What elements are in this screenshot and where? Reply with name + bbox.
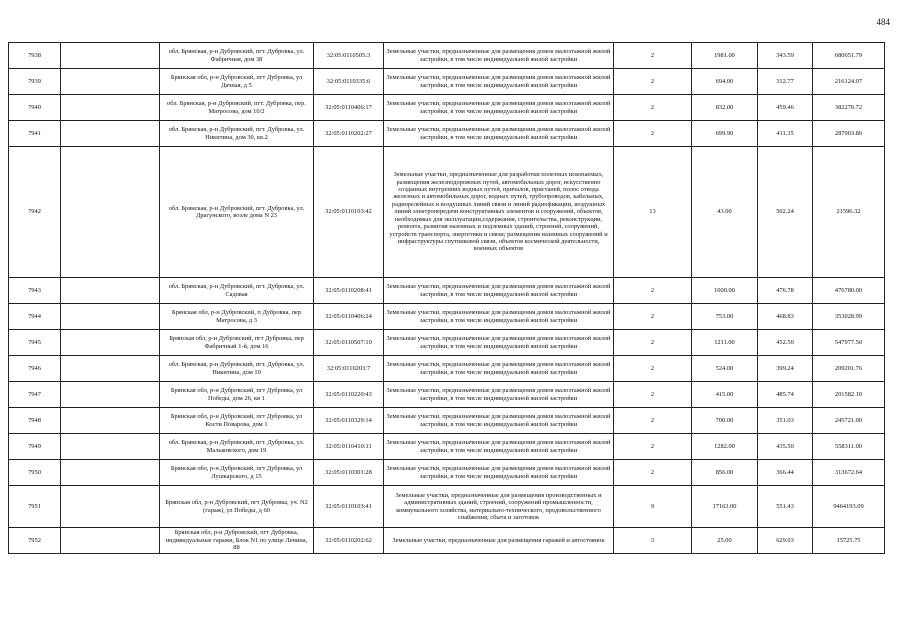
blank-cell: [61, 95, 160, 121]
table-row: [9, 304, 885, 330]
blank-cell: [61, 382, 160, 408]
cadastral-number-cell: 32:05:0110220:43: [314, 382, 384, 408]
row-number-cell: 7942: [9, 147, 61, 278]
area-cell: 699.90: [692, 121, 758, 147]
land-use-cell: Земельные участки, предназначенные для размещения домов малоэтажной жилой застройки, в том числе индивидуальной жилой застройки: [384, 69, 614, 95]
blank-cell: [61, 304, 160, 330]
rate-cell: 502.24: [758, 147, 813, 278]
use-code-cell: 2: [614, 434, 692, 460]
cadastral-number-cell: 32:05:0110103:42: [314, 147, 384, 278]
cadastral-value-cell: 476780.00: [813, 278, 885, 304]
address-cell: обл. Брянская, р-н Дубровский, пгт. Дубровка, ул. Садовая: [160, 278, 314, 304]
row-number-cell: 7951: [9, 486, 61, 528]
land-use-cell: Земельные участки, предназначенные для разработки полезных ископаемых, размещения железнодорожных путей, автомобильных дорог, искусственно созданных внутренних водных путей, причалов, пристаней, полос отвода железных и автомобильных дорог, водных путей, трубопроводов, кабельных, радиорелейных и воздушных линий связи и линий радиофикации, воздушных линий электропередачи конструктивных элементов и сооружений, объектов, необходимых для эксплуатации,содержания, строительства, реконструкции, ремонта, развития наземных и подземных зданий, строений, сооружений, устройств транспорта, энергетики и связи; размещения наземных сооружений и инфраструктуры спутниковой связи, объектов космической деятельности, военных объектов: [384, 147, 614, 278]
table-body: [9, 43, 885, 554]
address-cell: Брянская обл, р-н Дубровский, пгт Дубровка, ул Лушкарского, д 15: [160, 460, 314, 486]
address-cell: обл. Брянская, р-н Дубровский, пгт. Дубровка, ул. Мальковского, дом 19: [160, 434, 314, 460]
table-row: [9, 356, 885, 382]
cadastral-number-cell: 32:05:0110329:14: [314, 408, 384, 434]
use-code-cell: 2: [614, 356, 692, 382]
land-use-cell: Земельные участки, предназначенные для размещения домов малоэтажной жилой застройки, в том числе индивидуальной жилой застройки: [384, 408, 614, 434]
rate-cell: 459.46: [758, 95, 813, 121]
rate-cell: 435.50: [758, 434, 813, 460]
use-code-cell: 2: [614, 95, 692, 121]
address-cell: обл. Брянская, р-н Дубровский, пгт. Дубровка, ул. Драгунского, возле дома N 23: [160, 147, 314, 278]
address-cell: Брянская обл, р-н Дубровский, пгт Дубровка, пер Фабричный 1-й, дом 16: [160, 330, 314, 356]
use-code-cell: 2: [614, 69, 692, 95]
area-cell: 700.00: [692, 408, 758, 434]
cadastral-value-cell: 287903.86: [813, 121, 885, 147]
use-code-cell: 2: [614, 408, 692, 434]
address-cell: Брянская обл, р-н Дубровский, п Дубровка, пер Матросова, д 3: [160, 304, 314, 330]
land-use-cell: Земельные участки, предназначенные для размещения домов малоэтажной жилой застройки, в том числе индивидуальной жилой застройки: [384, 434, 614, 460]
blank-cell: [61, 330, 160, 356]
land-use-cell: Земельные участки, предназначенные для размещения домов малоэтажной жилой застройки, в том числе индивидуальной жилой застройки: [384, 304, 614, 330]
rate-cell: 452.50: [758, 330, 813, 356]
table-row: [9, 69, 885, 95]
cadastral-number-cell: 32:05:0110507:10: [314, 330, 384, 356]
rate-cell: 399.24: [758, 356, 813, 382]
rate-cell: 411.35: [758, 121, 813, 147]
cadastral-value-cell: 382270.72: [813, 95, 885, 121]
land-use-cell: Земельные участки, предназначенные для размещения домов малоэтажной жилой застройки, в том числе индивидуальной жилой застройки: [384, 43, 614, 69]
blank-cell: [61, 43, 160, 69]
area-cell: 524.00: [692, 356, 758, 382]
blank-cell: [61, 486, 160, 528]
cadastral-number-cell: 32:05:0110406:24: [314, 304, 384, 330]
land-use-cell: Земельные участки, предназначенные для размещения домов малоэтажной жилой застройки, в том числе индивидуальной жилой застройки: [384, 121, 614, 147]
address-cell: Брянская обл, р-н Дубровский, пгт Дубровка, уч. N2 (гараж), ул Победы, д 60: [160, 486, 314, 528]
use-code-cell: 2: [614, 304, 692, 330]
area-cell: 1000.00: [692, 278, 758, 304]
cadastral-value-cell: 558311.00: [813, 434, 885, 460]
land-use-cell: Земельные участки, предназначенные для размещения домов малоэтажной жилой застройки, в том числе индивидуальной жилой застройки: [384, 278, 614, 304]
table-row: [9, 486, 885, 528]
table-row: [9, 330, 885, 356]
table-row: [9, 434, 885, 460]
page-number: 484: [876, 17, 890, 27]
table-row: [9, 121, 885, 147]
cadastral-value-cell: 245721.00: [813, 408, 885, 434]
blank-cell: [61, 460, 160, 486]
land-use-cell: Земельные участки, предназначенные для размещения гаражей и автостоянок: [384, 528, 614, 554]
cadastral-value-cell: 9464193.09: [813, 486, 885, 528]
blank-cell: [61, 408, 160, 434]
use-code-cell: 2: [614, 330, 692, 356]
area-cell: 1981.00: [692, 43, 758, 69]
rate-cell: 629.03: [758, 528, 813, 554]
address-cell: Брянская обл, р-н Дубровский, пгт Дубровка, ул Кости Поварова, дом 1: [160, 408, 314, 434]
table-row: [9, 278, 885, 304]
row-number-cell: 7944: [9, 304, 61, 330]
row-number-cell: 7949: [9, 434, 61, 460]
cadastral-number-cell: 32:05:0110406:17: [314, 95, 384, 121]
blank-cell: [61, 69, 160, 95]
land-use-cell: Земельные участки, предназначенные для размещения производственных и административных зданий, строений, сооружений промышленности, коммунального хозяйства, материально-технического, продовольственного снабжения, сбыта и заготовок: [384, 486, 614, 528]
cadastral-number-cell: 32:05:0110202:27: [314, 121, 384, 147]
cadastral-number-cell: 32:05:0110505:3: [314, 43, 384, 69]
address-cell: Брянская обл, р-н Дубровский, пгт Дубровка, индивидуальные гаражи, Блок N1 по улице Ленина, 88: [160, 528, 314, 554]
cadastral-value-cell: 15725.75: [813, 528, 885, 554]
row-number-cell: 7948: [9, 408, 61, 434]
use-code-cell: 3: [614, 528, 692, 554]
use-code-cell: 2: [614, 382, 692, 408]
use-code-cell: 2: [614, 278, 692, 304]
blank-cell: [61, 147, 160, 278]
row-number-cell: 7947: [9, 382, 61, 408]
area-cell: 17163.00: [692, 486, 758, 528]
table-row: [9, 408, 885, 434]
cadastral-value-cell: 201582.10: [813, 382, 885, 408]
area-cell: 1211.00: [692, 330, 758, 356]
row-number-cell: 7946: [9, 356, 61, 382]
rate-cell: 476.78: [758, 278, 813, 304]
row-number-cell: 7943: [9, 278, 61, 304]
use-code-cell: 2: [614, 43, 692, 69]
rate-cell: 312.77: [758, 69, 813, 95]
blank-cell: [61, 434, 160, 460]
table-row: [9, 95, 885, 121]
cadastral-number-cell: 32:05:0110301:28: [314, 460, 384, 486]
row-number-cell: 7952: [9, 528, 61, 554]
blank-cell: [61, 278, 160, 304]
address-cell: обл. Брянская, р-н Дубровский, пгт. Дубровка, ул. Фабричная, дом 38: [160, 43, 314, 69]
land-use-cell: Земельные участки, предназначенные для размещения домов малоэтажной жилой застройки, в том числе индивидуальной жилой застройки: [384, 382, 614, 408]
cadastral-number-cell: 32:05:0110203:7: [314, 356, 384, 382]
cadastral-number-cell: 32:05:0110208:41: [314, 278, 384, 304]
area-cell: 415.00: [692, 382, 758, 408]
land-use-cell: Земельные участки, предназначенные для размещения домов малоэтажной жилой застройки, в том числе индивидуальной жилой застройки: [384, 460, 614, 486]
rate-cell: 366.44: [758, 460, 813, 486]
rate-cell: 468.83: [758, 304, 813, 330]
cadastral-value-cell: 216124.07: [813, 69, 885, 95]
rate-cell: 343.59: [758, 43, 813, 69]
table-row: [9, 528, 885, 554]
address-cell: обл. Брянская, р-н Дубровский, пгт. Дубровка, ул. Никитина, дом 10: [160, 356, 314, 382]
cadastral-value-cell: 21596.32: [813, 147, 885, 278]
area-cell: 832.00: [692, 95, 758, 121]
land-use-cell: Земельные участки, предназначенные для размещения домов малоэтажной жилой застройки, в том числе индивидуальной жилой застройки: [384, 356, 614, 382]
row-number-cell: 7940: [9, 95, 61, 121]
cadastral-value-cell: 313672.64: [813, 460, 885, 486]
use-code-cell: 9: [614, 486, 692, 528]
blank-cell: [61, 356, 160, 382]
cadastral-number-cell: 32:05:0110103:41: [314, 486, 384, 528]
use-code-cell: 2: [614, 460, 692, 486]
area-cell: 694.00: [692, 69, 758, 95]
cadastral-value-cell: 353028.99: [813, 304, 885, 330]
area-cell: 1282.00: [692, 434, 758, 460]
land-plot-table: [8, 42, 885, 554]
land-use-cell: Земельные участки, предназначенные для размещения домов малоэтажной жилой застройки, в том числе индивидуальной жилой застройки: [384, 95, 614, 121]
area-cell: 856.00: [692, 460, 758, 486]
area-cell: 43.00: [692, 147, 758, 278]
rate-cell: 551.43: [758, 486, 813, 528]
use-code-cell: 13: [614, 147, 692, 278]
rate-cell: 351.03: [758, 408, 813, 434]
cadastral-number-cell: 32:05:0110410:11: [314, 434, 384, 460]
address-cell: Брянская обл, р-н Дубровский, пгт Дубровка, ул Победы, дом 26, кв 1: [160, 382, 314, 408]
row-number-cell: 7950: [9, 460, 61, 486]
row-number-cell: 7939: [9, 69, 61, 95]
table-row: [9, 382, 885, 408]
row-number-cell: 7938: [9, 43, 61, 69]
rate-cell: 485.74: [758, 382, 813, 408]
blank-cell: [61, 121, 160, 147]
table-row: [9, 460, 885, 486]
cadastral-number-cell: 32:05:0110335:6: [314, 69, 384, 95]
use-code-cell: 2: [614, 121, 692, 147]
area-cell: 753.00: [692, 304, 758, 330]
address-cell: обл. Брянская, р-н Дубровский, пгт. Дубровка, пер. Матросова, дом 10/2: [160, 95, 314, 121]
cadastral-value-cell: 209201.76: [813, 356, 885, 382]
cadastral-number-cell: 32:05:0110202:62: [314, 528, 384, 554]
blank-cell: [61, 528, 160, 554]
row-number-cell: 7945: [9, 330, 61, 356]
cadastral-value-cell: 547977.50: [813, 330, 885, 356]
address-cell: Брянская обл, р-н Дубровский, пгт Дубровка, ул Дачная, д 5: [160, 69, 314, 95]
land-use-cell: Земельные участки, предназначенные для размещения домов малоэтажной жилой застройки, в том числе индивидуальной жилой застройки: [384, 330, 614, 356]
row-number-cell: 7941: [9, 121, 61, 147]
cadastral-value-cell: 680651.79: [813, 43, 885, 69]
table-row: [9, 147, 885, 278]
area-cell: 25.00: [692, 528, 758, 554]
table-row: [9, 43, 885, 69]
address-cell: обл. Брянская, р-н Дубровский, пгт. Дубровка, ул. Никитина, дом 30, кв.2: [160, 121, 314, 147]
